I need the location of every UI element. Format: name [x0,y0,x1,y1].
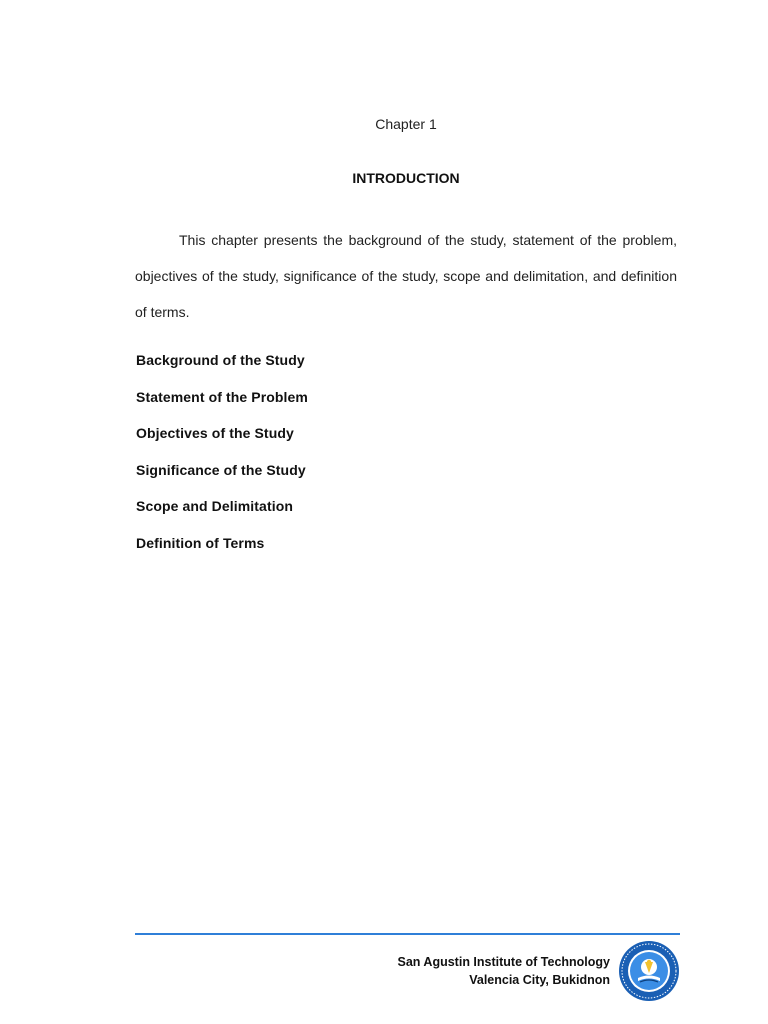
section-heading-statement: Statement of the Problem [136,388,308,405]
section-heading-background: Background of the Study [136,352,305,368]
footer-institution-block [360,953,610,989]
chapter-label: Chapter 1 [375,116,437,132]
section-heading-definitions: Definition of Terms [136,534,265,551]
footer-institution-location: Valencia City, Bukidnon [469,973,610,987]
footer-institution-name: San Agustin Institute of Technology [397,955,610,969]
section-heading-list [136,348,308,568]
section-heading-significance: Significance of the Study [136,461,306,478]
footer-divider [135,933,680,935]
section-heading-scope: Scope and Delimitation [136,498,293,515]
chapter-title: INTRODUCTION [352,170,460,186]
intro-paragraph: This chapter presents the background of the study, statement of the problem, objectives of the study, significance of the study, scope and delimitation, and definition of terms. [135,232,677,320]
section-heading-objectives: Objectives of the Study [136,425,294,442]
school-seal-icon [618,940,680,1002]
